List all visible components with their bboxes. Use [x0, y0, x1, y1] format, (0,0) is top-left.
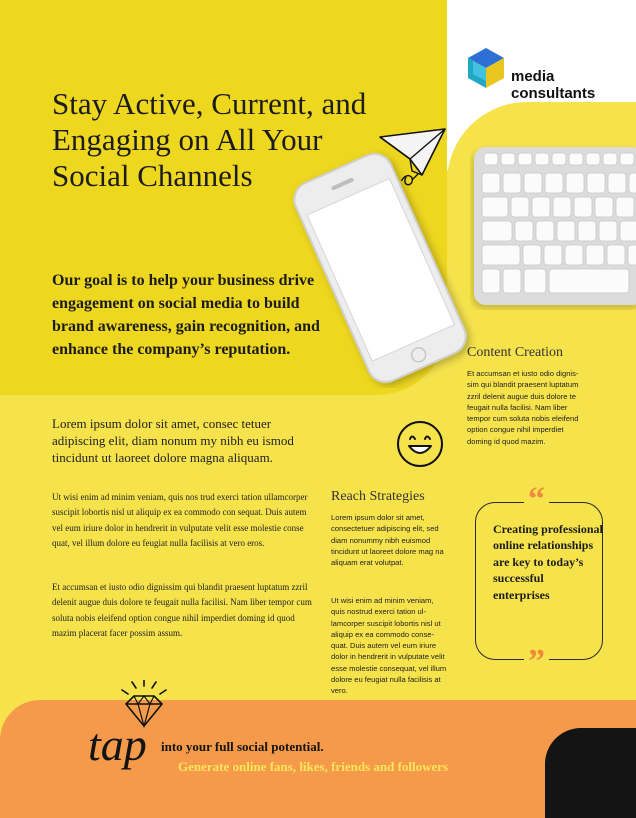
logo-text-line2: consultants	[511, 85, 596, 102]
quote-text: Creating professional online relationships are key to today’s successful enterprises	[493, 522, 603, 602]
tagline-line1: into your full social potential.	[161, 739, 324, 754]
logo-cube-icon	[465, 47, 507, 89]
quote-open-mark: “	[524, 483, 549, 517]
background-orange-fill	[0, 780, 636, 818]
reach-strategies-body-2: Ut wisi enim ad minim veniam, quis nostrud exerci tation ul-lamcorper suscipit lobortis nisl ut aliquip ex ea commodo conse-quat. Duis autem vel eum iriure dolor in hendrerit in vulputate velit esse molestie consequat, vel illum dolore eu feugiat nulla facilisis at vero.	[331, 596, 447, 696]
body-paragraph-2: Et accumsan et iusto odio dignissim qui blandit praesent luptatum zzril delenit augue duis dolore te feugait nulla facilisi. Nam liber tempor cum soluta nobis eleifend option congue nihil imperdiet doming id quod mazim placerat facer possim assum.	[52, 582, 312, 638]
quote-close-mark: ”	[524, 645, 549, 679]
keyboard-image	[470, 145, 636, 310]
tap-script-word	[86, 720, 162, 782]
smartphone-image	[280, 148, 480, 388]
reach-strategies-body-1: Lorem ipsum dolor sit amet, consectetuer adipiscing elit, sed diam nonummy nibh euismod tincidunt ut laoreet dolore mag na aliquam erat volutpat.	[331, 513, 444, 568]
smiley-icon	[393, 417, 447, 471]
intro-paragraph: Lorem ipsum dolor sit amet, consec tetuer adipiscing elit, diam nonum my nibh eu ismod tincidunt ut laoreet dolore magna aliquam.	[52, 416, 294, 465]
body-paragraph-1: Ut wisi enim ad minim veniam, quis nos trud exerci tation ullamcorper suscipit lobortis nisl ut aliquip ex ea commodo con sequat. Duis autem vel eum iriure dolor in hendrerit in vulputate velit esse molestie conse quat, vel illum dolore eu feugiat nulla facilisis at vero eros.	[52, 492, 308, 548]
reach-strategies-heading: Reach Strategies	[331, 489, 425, 504]
content-creation-heading: Content Creation	[467, 345, 564, 360]
background-black-fill	[545, 780, 636, 818]
content-creation-body: Et accumsan et iusto odio dignis-sim qui blandit praesent luptatum zzril delenit augue duis dolore te feugait nulla facilisi. Nam liber tempor cum soluta nobis eleifend option congue nihil imperdiet doming id quod mazim.	[467, 369, 579, 446]
logo-text-line1: media	[511, 68, 555, 85]
tagline-line2: Generate online fans, likes, friends and followers	[178, 759, 449, 774]
tap-word-text: tap	[88, 720, 147, 770]
page-title: Stay Active, Current, and Engaging on All Your Social Channels	[52, 86, 367, 193]
lead-paragraph: Our goal is to help your business drive engagement on social media to build brand awareness, gain recognition, and enhance the company’s reputation.	[52, 272, 320, 358]
company-logo	[465, 47, 615, 107]
